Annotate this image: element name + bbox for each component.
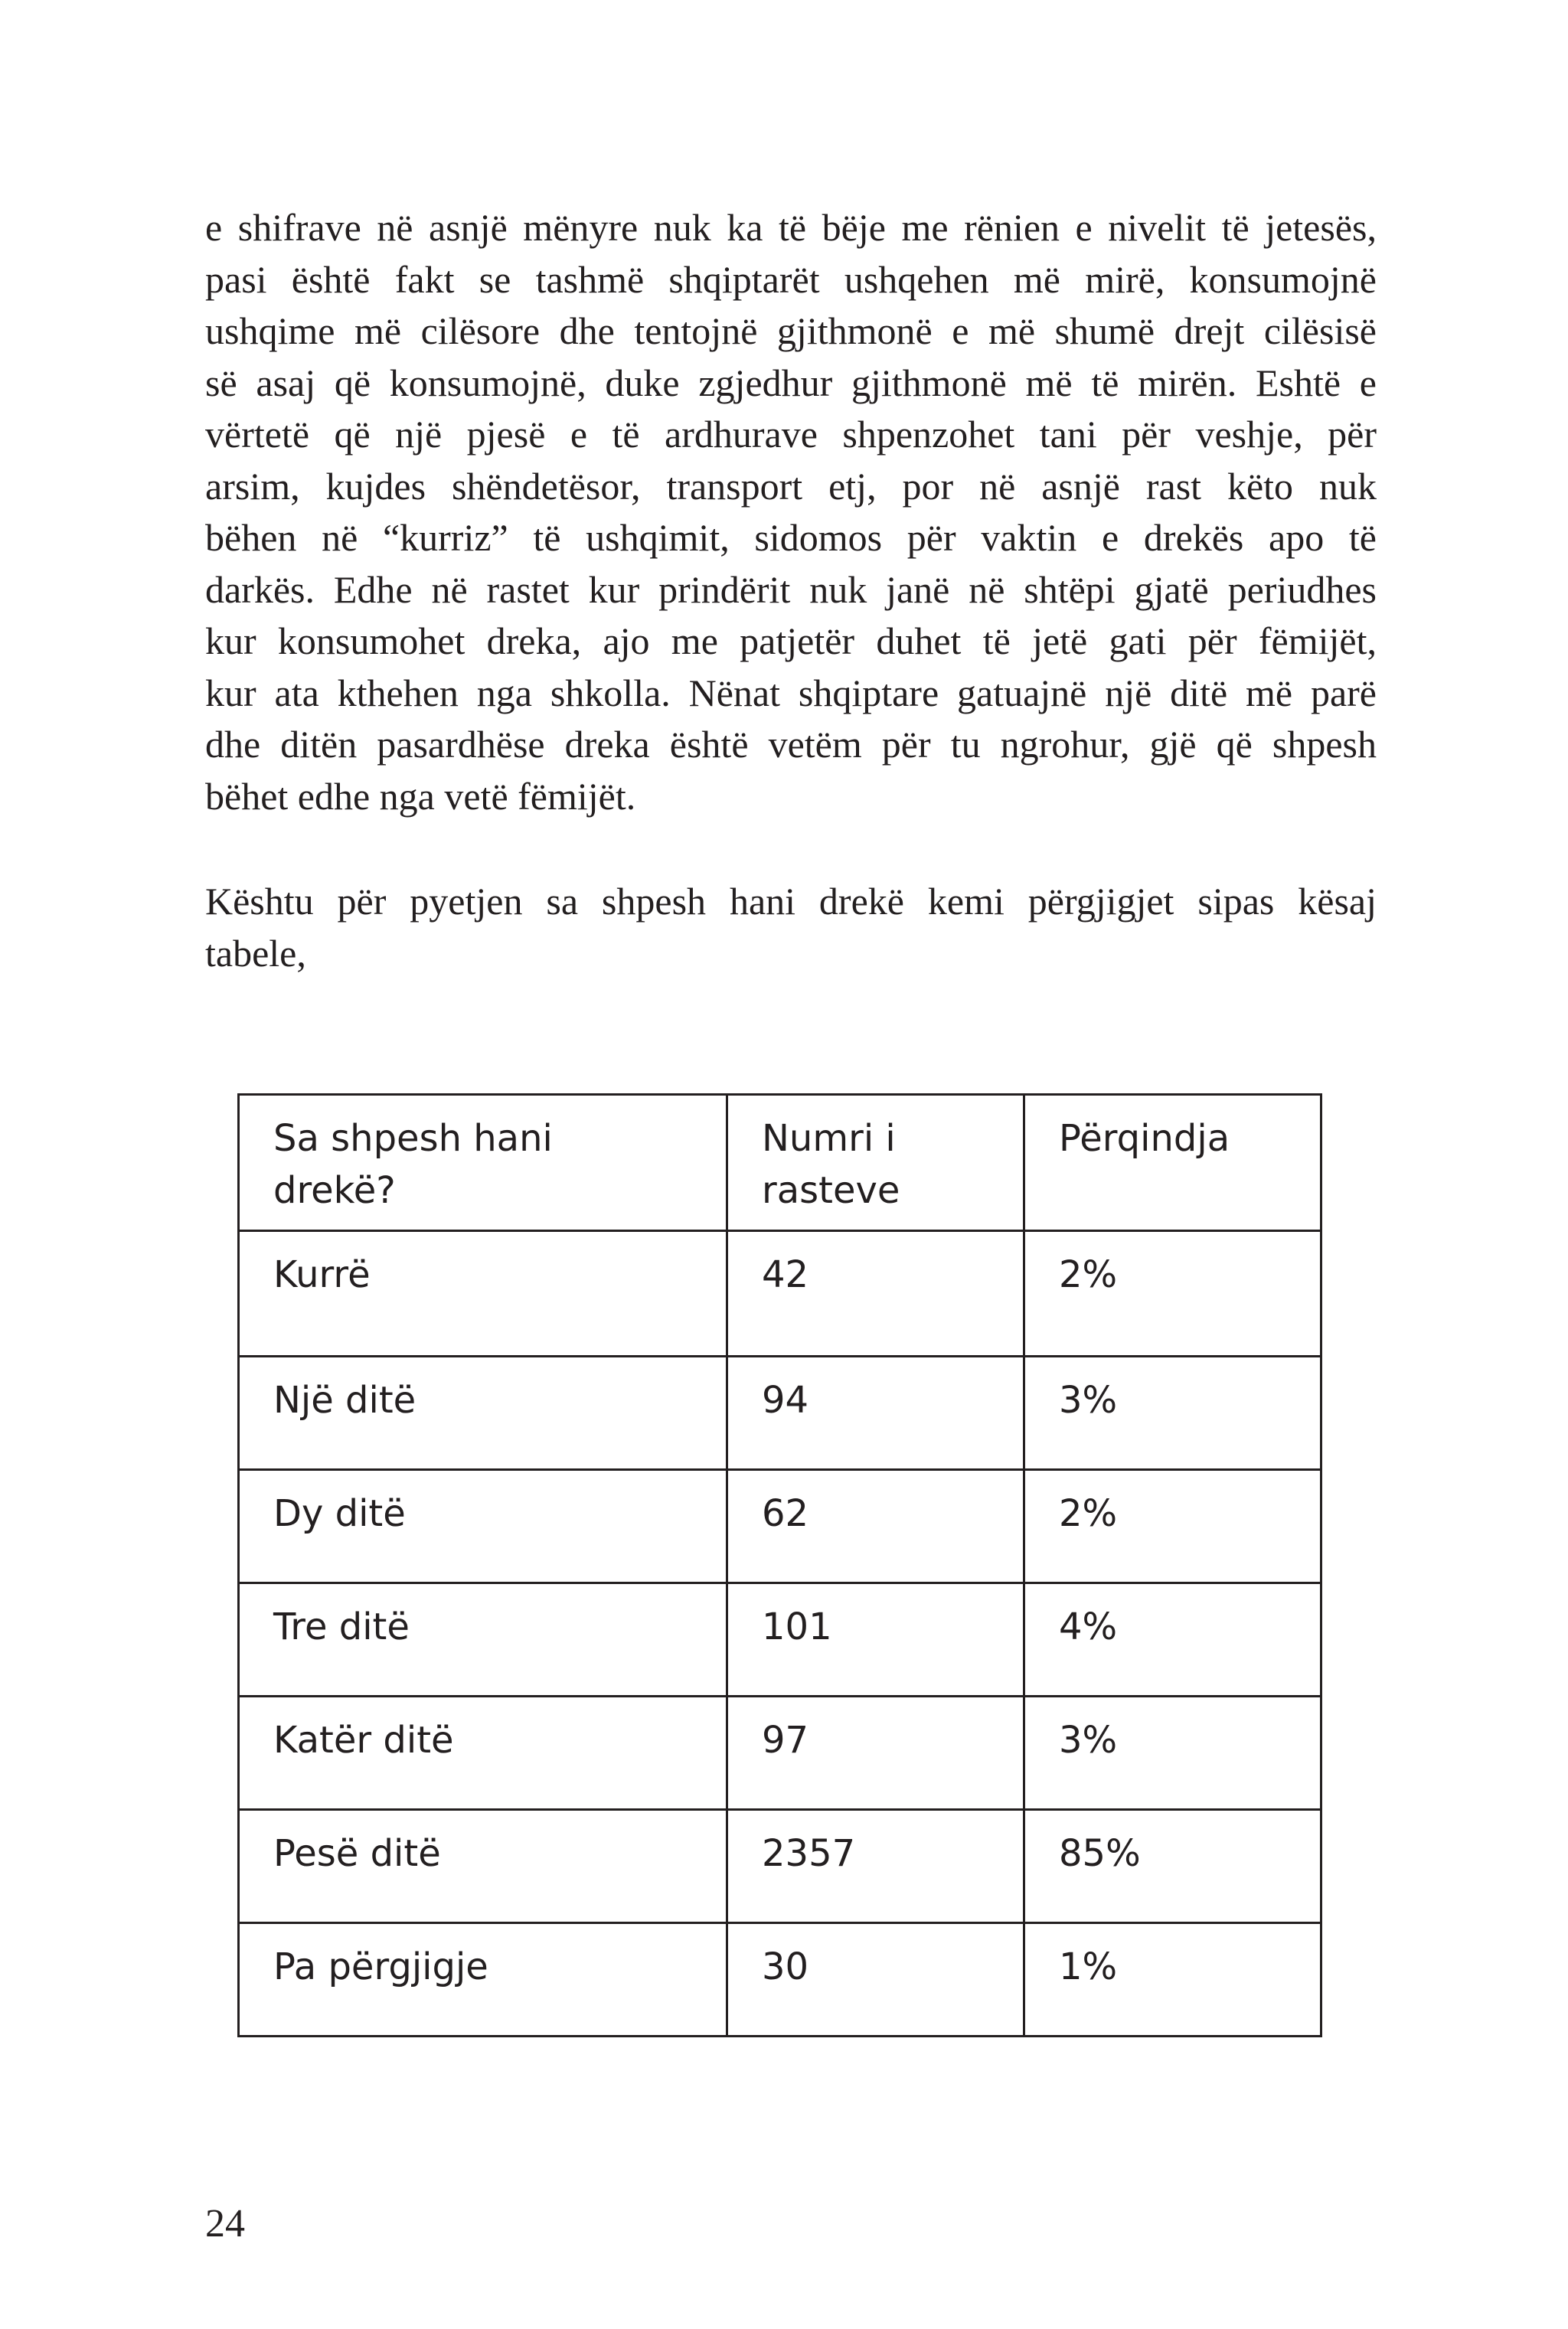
intro-paragraph (205, 876, 1377, 979)
text-line: së asaj që konsumojnë, duke zgjedhur gjithmonë më të mirën. Eshtë e (205, 361, 1377, 404)
percent-cell: 2% (1024, 1470, 1321, 1583)
percent-cell: 3% (1024, 1357, 1321, 1470)
count-cell: 101 (727, 1583, 1024, 1697)
table-row (239, 1231, 1321, 1357)
text-line: arsim, kujdes shëndetësor, transport etj, por në asnjë rast këto nuk (205, 464, 1377, 508)
count-cell: 30 (727, 1923, 1024, 2037)
count-cell: 2357 (727, 1810, 1024, 1923)
percent-cell: 85% (1024, 1810, 1321, 1923)
header-percent: Përqindja (1024, 1095, 1321, 1231)
table-header-row (239, 1095, 1321, 1231)
text-line: dhe ditën pasardhëse dreka është vetëm për tu ngrohur, gjë që shpesh (205, 723, 1377, 766)
table-row (239, 1470, 1321, 1583)
text-line: vërtetë që një pjesë e të ardhurave shpenzohet tani për veshje, për (205, 413, 1377, 456)
header-text: rasteve (762, 1169, 900, 1212)
body-paragraph (205, 202, 1377, 822)
text-line: bëhen në “kurriz” të ushqimit, sidomos për vaktin e drekës apo të (205, 516, 1377, 559)
table-row (239, 1357, 1321, 1470)
header-text: Sa shpesh hani (273, 1117, 553, 1160)
table-row (239, 1923, 1321, 2037)
header-count (727, 1095, 1024, 1231)
text-line: Kështu për pyetjen sa shpesh hani drekë kemi përgjigjet sipas kësaj (205, 880, 1377, 923)
answer-cell: Një ditë (239, 1357, 727, 1470)
answer-cell: Pesë ditë (239, 1810, 727, 1923)
table-row (239, 1583, 1321, 1697)
header-question (239, 1095, 727, 1231)
answer-cell: Tre ditë (239, 1583, 727, 1697)
count-cell: 62 (727, 1470, 1024, 1583)
header-text: Numri i (762, 1117, 896, 1160)
answer-cell: Kurrë (239, 1231, 727, 1357)
answer-cell: Pa përgjigje (239, 1923, 727, 2037)
text-line: darkës. Edhe në rastet kur prindërit nuk janë në shtëpi gjatë periudhes (205, 567, 1377, 611)
page-number: 24 (205, 2202, 245, 2246)
text-line: e shifrave në asnjë mënyre nuk ka të bëje me rënien e nivelit të jetesës, (205, 206, 1377, 249)
text-line: bëhet edhe nga vetë fëmijët. (205, 774, 636, 818)
count-cell: 97 (727, 1697, 1024, 1810)
percent-cell: 3% (1024, 1697, 1321, 1810)
text-line: ushqime më cilësore dhe tentojnë gjithmonë e më shumë drejt cilësisë (205, 309, 1377, 352)
answer-cell: Dy ditë (239, 1470, 727, 1583)
header-text: drekë? (273, 1169, 396, 1212)
percent-cell: 1% (1024, 1923, 1321, 2037)
count-cell: 42 (727, 1231, 1024, 1357)
text-line: kur ata kthehen nga shkolla. Nënat shqiptare gatuajnë një ditë më parë (205, 671, 1377, 714)
text-line: tabele, (205, 931, 306, 975)
text-line: kur konsumohet dreka, ajo me patjetër duhet të jetë gati për fëmijët, (205, 619, 1377, 662)
percent-cell: 4% (1024, 1583, 1321, 1697)
percent-cell: 2% (1024, 1231, 1321, 1357)
text-line: pasi është fakt se tashmë shqiptarët ushqehen më mirë, konsumojnë (205, 257, 1377, 301)
lunch-frequency-table (237, 1093, 1322, 2037)
table-row (239, 1697, 1321, 1810)
count-cell: 94 (727, 1357, 1024, 1470)
answer-cell: Katër ditë (239, 1697, 727, 1810)
table-row (239, 1810, 1321, 1923)
